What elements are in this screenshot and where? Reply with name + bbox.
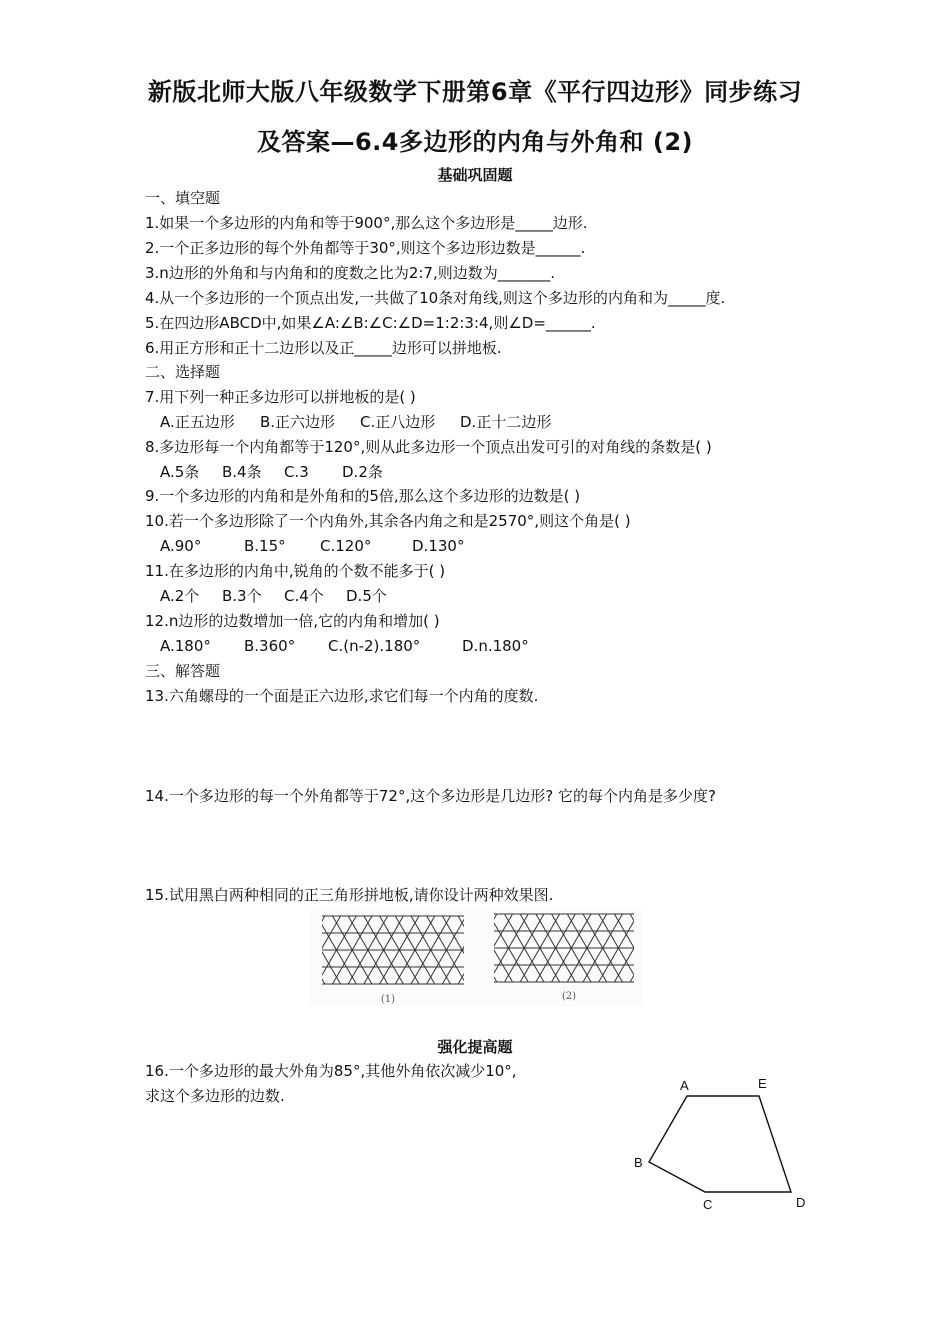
option-b: B.正六边形 <box>260 413 336 431</box>
vertex-label-d: D <box>796 1195 806 1210</box>
tiling-caption-2: (2) <box>561 991 577 1002</box>
question-7: 7.用下列一种正多边形可以拼地板的是( ) <box>145 388 416 406</box>
question-1: 1.如果一个多边形的内角和等于900°,那么这个多边形是_____边形. <box>145 214 588 232</box>
option-a: A.180° <box>160 637 211 655</box>
vertex-label-b: B <box>634 1155 643 1170</box>
option-b: B.360° <box>244 637 296 655</box>
question-6: 6.用正方形和正十二边形以及正_____边形可以拼地板. <box>145 339 502 357</box>
option-c: C.(n-2).180° <box>328 637 421 655</box>
vertex-label-a: A <box>680 1078 689 1093</box>
part-heading-choice: 二、选择题 <box>145 363 221 381</box>
question-2: 2.一个正多边形的每个外角都等于30°,则这个多边形边数是______. <box>145 239 586 257</box>
question-5: 5.在四边形ABCD中,如果∠A:∠B:∠C:∠D=1:2:3:4,则∠D=______. <box>145 314 596 332</box>
option-c: C.3 <box>284 463 309 481</box>
question-8-options <box>160 462 383 482</box>
question-7-options <box>160 412 551 432</box>
option-a: A.5条 <box>160 463 200 481</box>
section-heading-advanced: 强化提高题 <box>437 1038 513 1056</box>
question-13: 13.六角螺母的一个面是正六边形,求它们每一个内角的度数. <box>145 687 539 705</box>
tiling-caption-1: (1) <box>380 994 396 1005</box>
question-9: 9.一个多边形的内角和是外角和的5倍,那么这个多边形的边数是( ) <box>145 487 581 505</box>
vertex-label-e: E <box>758 1076 767 1091</box>
option-d: D.正十二边形 <box>460 413 552 431</box>
option-b: B.4条 <box>222 463 262 481</box>
vertex-label-c: C <box>703 1197 713 1212</box>
question-11-options <box>160 586 387 606</box>
option-d: D.130° <box>412 537 465 555</box>
question-14: 14.一个多边形的每一个外角都等于72°,这个多边形是几边形? 它的每个内角是多少度? <box>145 787 716 805</box>
question-4: 4.从一个多边形的一个顶点出发,一共做了10条对角线,则这个多边形的内角和为_____度. <box>145 289 726 307</box>
triangle-tiling-figure <box>310 910 642 1006</box>
part-heading-solve: 三、解答题 <box>145 662 221 680</box>
question-11: 11.在多边形的内角中,锐角的个数不能多于( ) <box>145 562 446 580</box>
question-10-options <box>160 536 464 556</box>
option-d: D.5个 <box>346 587 387 605</box>
question-12-options <box>160 636 529 656</box>
question-15: 15.试用黑白两种相同的正三角形拼地板,请你设计两种效果图. <box>145 886 554 904</box>
question-16-line-2: 求这个多边形的边数. <box>145 1087 285 1105</box>
option-b: B.3个 <box>222 587 262 605</box>
question-16-line-1: 16.一个多边形的最大外角为85°,其他外角依次减少10°, <box>145 1062 517 1080</box>
document-title-line-2: 及答案—6.4多边形的内角与外角和 (2) <box>256 128 693 156</box>
question-12: 12.n边形的边数增加一倍,它的内角和增加( ) <box>145 612 440 630</box>
option-a: A.正五边形 <box>160 413 235 431</box>
option-d: D.n.180° <box>462 637 529 655</box>
option-d: D.2条 <box>342 463 383 481</box>
option-b: B.15° <box>244 537 286 555</box>
option-c: C.正八边形 <box>360 413 436 431</box>
section-heading-basic: 基础巩固题 <box>437 166 513 184</box>
question-10: 10.若一个多边形除了一个内角外,其余各内角之和是2570°,则这个角是( ) <box>145 512 631 530</box>
document-title-line-1: 新版北师大版八年级数学下册第6章《平行四边形》同步练习 <box>147 78 803 106</box>
question-3: 3.n边形的外角和与内角和的度数之比为2:7,则边数为_______. <box>145 264 555 282</box>
option-c: C.120° <box>320 537 372 555</box>
option-a: A.90° <box>160 537 202 555</box>
question-8: 8.多边形每一个内角都等于120°,则从此多边形一个顶点出发可引的对角线的条数是( ) <box>145 438 712 456</box>
pentagon-shape <box>649 1096 791 1192</box>
option-c: C.4个 <box>284 587 324 605</box>
pentagon-figure <box>625 1070 815 1220</box>
option-a: A.2个 <box>160 587 200 605</box>
part-heading-fill-blank: 一、填空题 <box>145 189 221 207</box>
